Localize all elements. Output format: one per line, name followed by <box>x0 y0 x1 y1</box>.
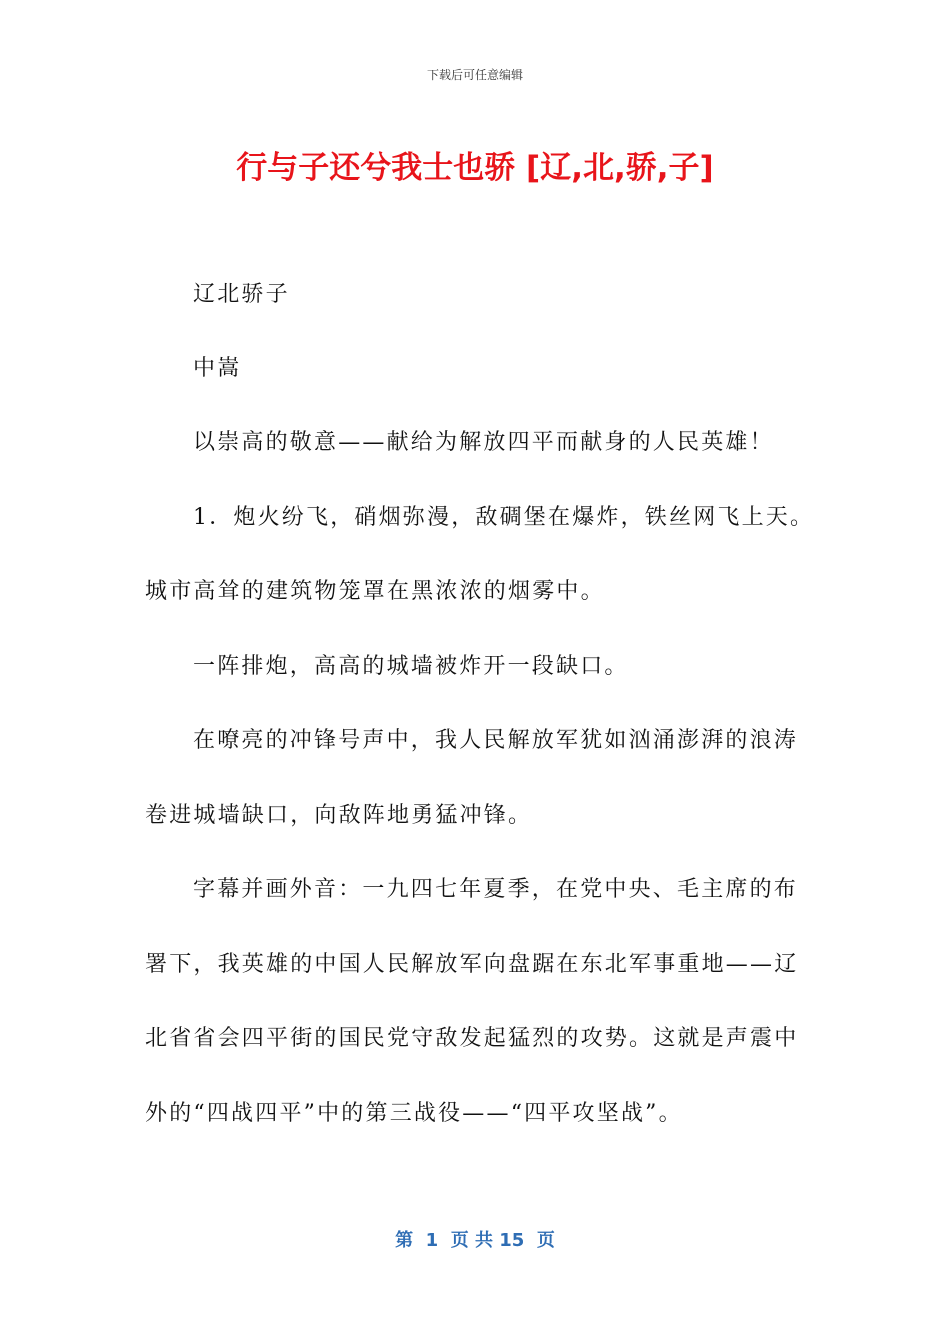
paragraph-line: 署下，我英雄的中国人民解放军向盘踞在东北军事重地——辽 <box>145 952 799 977</box>
paragraph-line: 中嵩 <box>193 356 242 381</box>
paragraph-line: 辽北骄子 <box>193 282 290 307</box>
paragraph-line: 1．炮火纷飞，硝烟弥漫，敌碉堡在爆炸，铁丝网飞上天。 <box>193 505 815 530</box>
page-number-footer: 第 1 页 共 15 页 <box>395 1230 555 1251</box>
paragraph-line: 字幕并画外音：一九四七年夏季，在党中央、毛主席的布 <box>193 877 799 902</box>
paragraph-line: 卷进城墙缺口，向敌阵地勇猛冲锋。 <box>145 803 533 828</box>
paragraph-line: 一阵排炮，高高的城墙被炸开一段缺口。 <box>193 654 629 679</box>
document-title: 行与子还兮我士也骄 [辽,北,骄,子] <box>236 150 714 186</box>
header-note: 下载后可任意编辑 <box>426 68 523 82</box>
paragraph-line: 城市高耸的建筑物笼罩在黑浓浓的烟雾中。 <box>145 579 605 604</box>
paragraph-line: 在嘹亮的冲锋号声中，我人民解放军犹如汹涌澎湃的浪涛 <box>193 728 799 753</box>
paragraph-line: 北省省会四平街的国民党守敌发起猛烈的攻势。这就是声震中 <box>145 1026 799 1051</box>
paragraph-line: 以崇高的敬意——献给为解放四平而献身的人民英雄！ <box>193 430 774 455</box>
paragraph-line: 外的“四战四平”中的第三战役——“四平攻坚战”。 <box>145 1101 683 1126</box>
